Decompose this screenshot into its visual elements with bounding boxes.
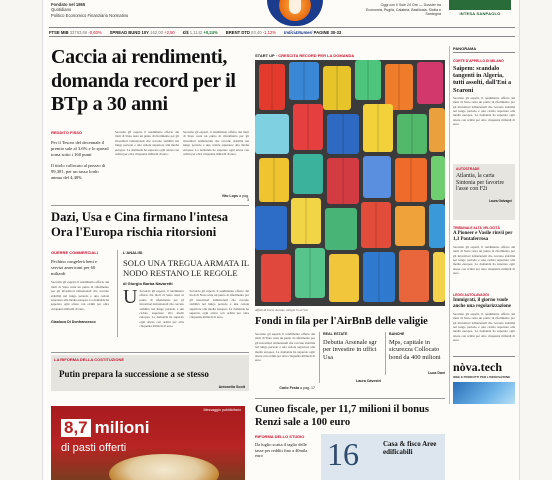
analysis-title[interactable]: SOLO UNA TREGUA ARMATA IL NODO RESTANO LE REGOLE: [123, 258, 249, 278]
logo-badge: [267, 0, 323, 26]
promo-value: 8,7: [61, 419, 91, 437]
fiscal-promo-title: Casa & fisco Aree edificabili: [383, 440, 437, 457]
drop-cap: U: [123, 286, 138, 308]
sidebar-item4-title[interactable]: Immigrati, il giorno vuole anche una regolarizzazione: [453, 297, 511, 309]
fiscal-promo-number: 16: [327, 436, 359, 472]
ticker-euro-dollar[interactable]: €/$ 1,1142 +0,24%: [182, 30, 218, 35]
second-byline: Gianluca Di Donfrancesco: [51, 320, 96, 325]
lead-deck-column: [51, 130, 109, 181]
bank-brief[interactable]: [385, 332, 445, 375]
lead-byline: Vito Lops a pag. 3: [221, 194, 249, 202]
market-ticker: [49, 27, 515, 37]
second-deck-column: [51, 250, 109, 324]
real-estate-byline: Laura Cavestri: [356, 379, 381, 384]
ticker-spread[interactable]: SPREAD BUND 10Y 162,00 +2,50: [109, 30, 175, 35]
real-estate-brief[interactable]: [319, 332, 381, 383]
ticker-ftse[interactable]: FTSE MIB 33763,66 -0,60%: [49, 30, 102, 35]
photo-caption: Affitti di breve durata, valigie in arrivo: [255, 308, 309, 312]
sidebar-item1-body: Secondo gli esperti, il rendimento offerto dai titoli di Stato resta un punto di riferimento per gli investitori istituzionali che cercano stabilità nel lungo periodo e una cedola superiore alla media europea. La domanda ha superato ogni attesa con ordini per oltre cinquanta miliardi di euro.: [453, 95, 515, 127]
fiscal-promo-box[interactable]: [321, 434, 445, 480]
promo-unit: milioni: [94, 418, 150, 437]
analysis-body-col2: Secondo gli esperti, il rendimento offerto dai titoli di Stato resta un punto di riferimento per gli investitori istituzionali che cercano stabilità nel lungo periodo e una cedola superiore alla media europea. La domanda ha superato ogni attesa con ordini per oltre cinquanta miliardi di euro.: [189, 289, 249, 320]
succession-kicker: LA RIFORMA DELLA COSTITUZIONE: [54, 357, 124, 362]
newspaper-page: [42, 0, 520, 480]
sidebar-item1-title[interactable]: Saipem: scandalo tangenti in Algeria, tutti assolti, dall'Eni a Scaroni: [453, 65, 512, 94]
sidebar-item3-kicker: TRIBUNALE ALTA VELOCITÀ: [453, 225, 500, 230]
sidebar-item1-kicker: CORTE D'APPELLO DI MILANO: [453, 59, 504, 63]
analysis-body-col1: Secondo gli esperti, il rendimento offerto dai titoli di Stato resta un punto di riferimento per gli investitori istituzionali che cercano stabilità nel lungo periodo e una cedola superiore alla media europea. La domanda ha superato ogni attesa con ordini per oltre cinquanta miliardi di euro.: [139, 289, 185, 329]
succession-headline: Putin prepara la successione a se stesso: [59, 369, 209, 379]
lead-body-col2: Secondo gli esperti, il rendimento offerto dai titoli di Stato resta un punto di riferimento per gli investitori istituzionali che cercano stabilità nel lungo periodo e una cedola superiore alla media europea. La domanda ha superato ogni attesa con ordini per oltre cinquanta miliardi di euro.: [183, 130, 249, 157]
airbnb-headline[interactable]: Fondi in fila per l'AirBnB delle valigie: [255, 316, 428, 327]
nova-tech-brand: nòva.tech: [453, 359, 502, 374]
fiscal-deck-column: [255, 434, 313, 459]
bank-kicker: BANCHE: [389, 332, 405, 336]
lead-kicker: REDDITO FISSO: [51, 130, 83, 135]
sidebar-panorama: [449, 46, 515, 404]
promo-tag: Messaggio pubblicitario: [203, 408, 241, 412]
real-estate-kicker: REAL ESTATE: [323, 332, 348, 336]
second-body: Secondo gli esperti, il rendimento offerto dai titoli di Stato resta un punto di riferimento per gli investitori istituzionali che cercano stabilità nel lungo periodo e una cedola superiore alla media europea. La domanda ha superato ogni attesa con ordini per oltre cinquanta miliardi di euro.: [51, 280, 109, 311]
sidebar-item4-kicker: LEGGI AUTOLAVAGGI: [453, 292, 489, 297]
succession-byline: Antonella Scott: [218, 385, 245, 389]
nova-tech-image: [453, 382, 515, 404]
lead-deck2: Il titolo collocato al prezzo di 99,381, per un tasso lordo annuo del 4,40%: [51, 163, 106, 180]
ticker-indici[interactable]: Indici&Numeri PAGINE 30-33: [284, 30, 342, 35]
nova-tech-box[interactable]: [453, 356, 515, 404]
sidebar-item2-title: Atlantia, la carta Sintonia per favorire l'asse con F2i: [456, 172, 504, 193]
sidebar-item2-byline: Laura Galvagni: [488, 199, 512, 204]
second-deck: Pechino congelerà beni e servizi americani per 60 miliardi: [51, 259, 98, 276]
analysis-box: [117, 250, 249, 337]
real-estate-title: Debutta Arsenale sgr per investire in uffici Usa: [323, 339, 377, 361]
second-headline[interactable]: Dazi, Usa e Cina firmano l'intesa Ora l'Europa rischia ritorsioni: [51, 210, 229, 239]
sidebar-item3-title[interactable]: A Pioneer e Vasile rinvii per 1,3 Pontaferrosa: [453, 230, 513, 242]
fiscal-headline[interactable]: Cuneo fiscale, per 11,7 milioni il bonus Renzi sale a 100 euro: [255, 404, 430, 428]
sidebar-label: PANORAMA: [453, 46, 515, 53]
photo-kicker: START UP · CRESCITA RECORD PER LA DOMANDA: [255, 53, 355, 58]
luggage-photo[interactable]: [255, 60, 445, 306]
airbnb-byline: Carlo Festa a pag. 17: [279, 386, 315, 390]
sidebar-item2-kicker: AUTOSTRADE: [456, 166, 480, 171]
promo-caption: di pasti offerti: [61, 442, 127, 454]
lead-headline[interactable]: Caccia ai rendimenti, domanda record per il BTp a 30 anni: [51, 46, 236, 115]
sidebar-item4-body: Secondo gli esperti, il rendimento offerto dai titoli di Stato resta un punto di riferimento per gli investitori istituzionali che cercano stabilità nel lungo periodo e una cedola superiore alla media europea. La domanda ha superato ogni attesa con ordini per oltre cinquanta miliardi di euro.: [453, 311, 515, 343]
promo-ad[interactable]: [51, 406, 245, 480]
bank-title: Mps, capitale in sicurezza Collocato bond da 400 milioni: [389, 339, 441, 361]
masthead-subtitle: Quotidiano: [51, 7, 72, 13]
bank-ad-text: INTESA SANPAOLO: [459, 11, 501, 16]
luggage-illustration: [255, 60, 445, 306]
fiscal-kicker: RIFORMA DELLO STUDIO: [255, 434, 305, 439]
lead-body-col1: Secondo gli esperti, il rendimento offerto dai titoli di Stato resta un punto di riferimento per gli investitori istituzionali che cercano stabilità nel lungo periodo e una cedola superiore alla media europea. La domanda ha superato ogni attesa con ordini per oltre cinquanta miliardi di euro.: [115, 130, 179, 157]
succession-box[interactable]: [51, 355, 249, 391]
food-bowl-image: [109, 454, 219, 480]
second-kicker: GUERRE COMMERCIALI: [51, 250, 98, 255]
masthead-info: [51, 2, 171, 18]
bank-ad-logo[interactable]: [449, 0, 511, 10]
masthead-subtitle2: Politico Economico Finanziario Normativo: [51, 12, 129, 18]
ticker-brent[interactable]: BRENT DTD 83,40 -1,12%: [225, 30, 277, 35]
analysis-byline: di Giorgio Barba Navaretti: [123, 281, 173, 286]
sidebar-item2-box[interactable]: [453, 164, 515, 220]
lead-deck: Per il Tesoro del decennale il premio sale al 3,6% e lo spread torna sotto i 160 punti: [51, 140, 109, 157]
nova-tech-sub: IDEE E PRODOTTI PER L'INNOVAZIONE: [453, 374, 511, 379]
founded-text: Fondato nel 1865: [51, 2, 86, 7]
sidebar-item3-body: Secondo gli esperti, il rendimento offerto dai titoli di Stato resta un punto di riferimento per gli investitori istituzionali che cercano stabilità nel lungo periodo e una cedola superiore alla media europea. La domanda ha superato ogni attesa con ordini per oltre cinquanta miliardi di euro.: [453, 244, 515, 276]
bank-byline: Luca Davi: [428, 371, 445, 376]
analysis-kicker: L'ANALISI: [123, 250, 143, 255]
masthead-promo[interactable]: Oggi con Il Sole 24 Ore — Dossier tra Economia, Puglia, Calabria, Basilicata, Sicilia e Sardegna: [365, 3, 441, 17]
fiscal-deck: Da luglio scatta il taglio delle tasse per redditi fino a 40mila euro: [255, 442, 308, 459]
airbnb-body: Secondo gli esperti, il rendimento offerto dai titoli di Stato resta un punto di riferimento per gli investitori istituzionali che cercano stabilità nel lungo periodo e una cedola superiore alla media europea. La domanda ha superato ogni attesa con ordini per oltre cinquanta miliardi di euro.: [255, 332, 315, 363]
